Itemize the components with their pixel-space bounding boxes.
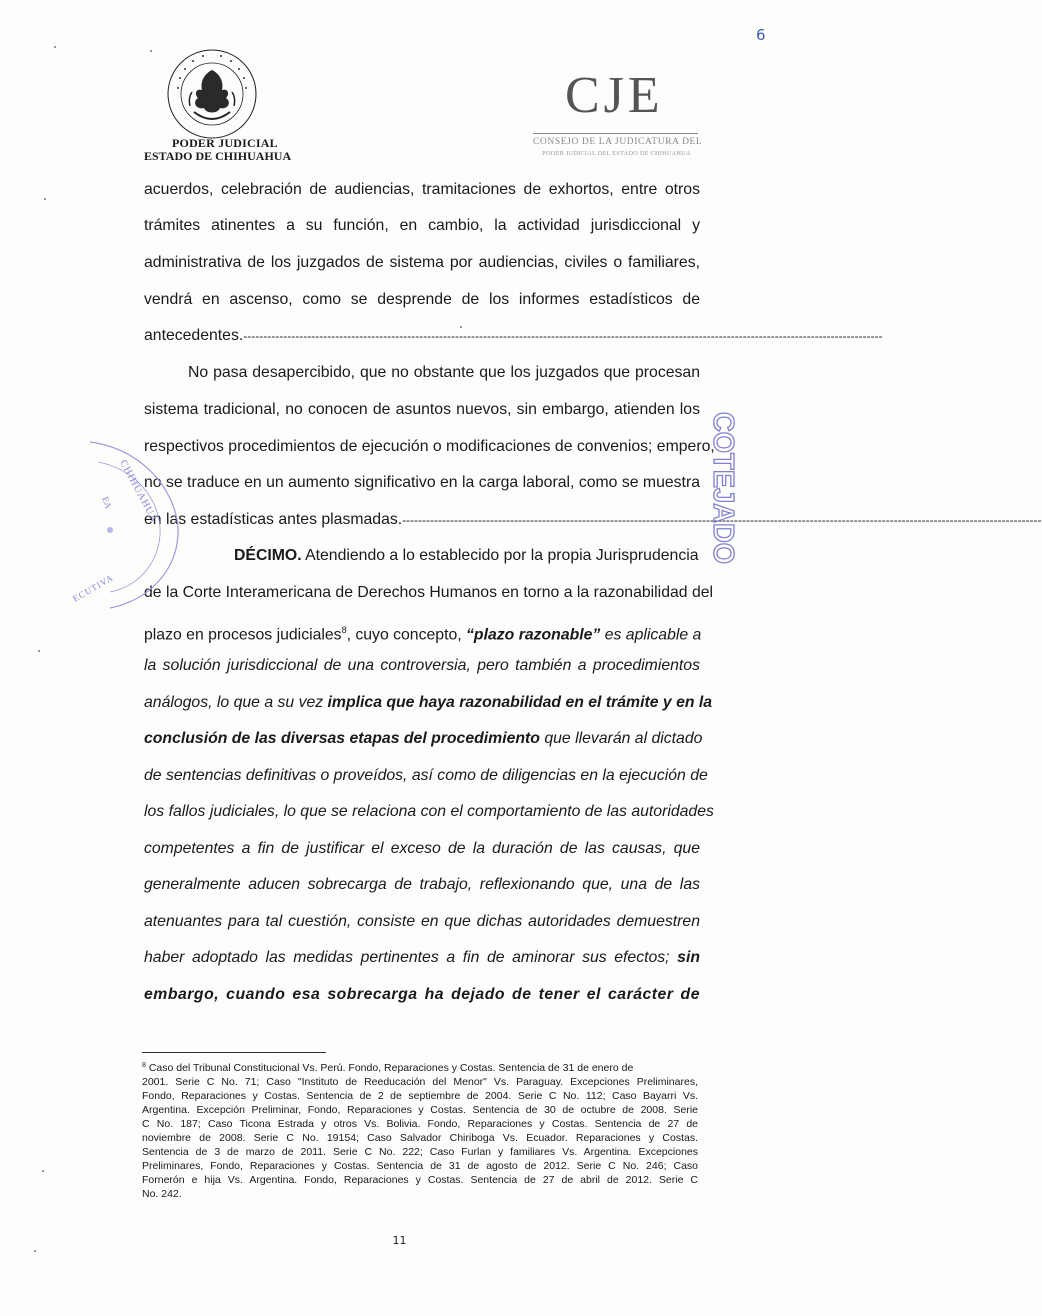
body-line: no se traduce en un aumento significativo en la carga laboral, como se muestra <box>144 474 700 491</box>
body-line-last <box>144 326 883 346</box>
body-line: embargo, cuando esa sobrecarga ha dejado de tener el carácter de <box>144 986 700 1003</box>
body-line: generalmente aducen sobrecarga de trabajo, reflexionando que, una de las <box>144 876 700 893</box>
body-text: en las estadísticas antes plasmadas. <box>144 511 403 528</box>
body-line: vendrá en ascenso, como se desprende de los informes estadísticos de <box>144 291 700 308</box>
emphasis: “plazo razonable” <box>466 626 601 644</box>
body-line: competentes a fin de justificar el exceso de la duración de las causas, que <box>144 840 700 857</box>
body-text: plazo en procesos judiciales <box>144 626 342 644</box>
body-line: de la Corte Interamericana de Derechos Humanos en torno a la razonabilidad del <box>144 584 714 601</box>
emphasis: conclusión de las diversas etapas del procedimiento <box>144 730 540 747</box>
emphasis: sin <box>677 949 700 966</box>
body-line: trámites atinentes a su función, en cambio, la actividad jurisdiccional y <box>144 217 700 234</box>
logo-subtitle-line1: CONSEJO DE LA JUDICATURA DEL <box>533 137 703 147</box>
scan-speck <box>44 198 46 200</box>
body-line <box>144 620 700 645</box>
body-text: es aplicable a <box>600 626 702 644</box>
round-stamp-text: ECUTIVA <box>71 572 116 604</box>
coat-of-arms-seal <box>166 48 258 140</box>
footnote-line: 2001. Serie C No. 71; Caso "Instituto de Reeducación del Menor" Vs. Paraguay. Excepciones Preliminares, <box>142 1076 698 1088</box>
footnote-marker: 8 <box>142 1062 146 1069</box>
body-line: la solución jurisdiccional de una controversia, pero también a procedimientos <box>144 657 700 674</box>
body-line: No pasa desapercibido, que no obstante que los juzgados que procesan <box>188 364 700 381</box>
official-round-stamp <box>71 440 190 610</box>
footnote-line: Sentencia de 3 de marzo de 2011. Serie C No. 222; Caso Furlan y familiares Vs. Argentina. Excepciones <box>142 1146 698 1158</box>
body-line: sistema tradicional, no conocen de asuntos nuevos, sin embargo, atienden los <box>144 401 700 418</box>
dash-filler: ---------------------------------------------------------------------------------------------------------------------------------------------------------------- <box>243 329 883 343</box>
scan-speck <box>42 1170 44 1172</box>
body-line <box>144 729 703 749</box>
scan-speck <box>460 326 462 328</box>
page-mark: 6 <box>756 26 766 44</box>
body-line: de sentencias definitivas o proveídos, así como de diligencias en la ejecución de <box>144 767 708 784</box>
body-text: que llevarán al dictado <box>539 730 703 747</box>
page-number: 11 <box>392 1234 407 1247</box>
footnote-line: Fornerón e hija Vs. Argentina. Fondo, Reparaciones y Costas. Sentencia de 27 de abril de 2012. Serie C <box>142 1174 698 1186</box>
footnote-line <box>142 1062 698 1075</box>
footnote-divider <box>142 1052 326 1053</box>
dash-filler: ---------------------------------------------------------------------------------------------------------------------------------------------------------------- <box>402 513 1042 527</box>
scan-speck <box>38 650 40 652</box>
section-heading: DÉCIMO. <box>234 547 302 564</box>
footnote-line: C No. 187; Caso Ticona Estrada y otros Vs. Bolivia. Fondo, Reparaciones y Costas. Sentencia de 27 de <box>142 1118 698 1130</box>
scan-speck <box>54 46 56 48</box>
body-text: antecedentes. <box>144 327 244 344</box>
scan-speck <box>34 1250 36 1252</box>
body-line-last <box>144 510 1042 530</box>
body-text: Atendiendo a lo establecido por la propia Jurisprudencia <box>301 547 699 564</box>
body-line: acuerdos, celebración de audiencias, tramitaciones de exhortos, entre otros <box>144 181 700 198</box>
logo-divider <box>533 133 698 134</box>
body-line: administrativa de los juzgados de sistema por audiencias, civiles o familiares, <box>144 254 700 271</box>
body-line: atenuantes para tal cuestión, consiste en que dichas autoridades demuestren <box>144 913 700 930</box>
cotejado-stamp-text: COTEJADO <box>707 412 739 574</box>
emphasis: implica que haya razonabilidad en el trámite y en la <box>327 694 713 711</box>
footnote-ref: 8 <box>341 625 347 635</box>
cotejado-stamp <box>702 408 742 574</box>
footnote-line: Preliminares, Fondo, Reparaciones y Costas. Sentencia de 31 de agosto de 2012. Serie C No. 246; Caso <box>142 1160 698 1172</box>
body-line-heading <box>234 546 700 566</box>
body-line <box>144 693 713 713</box>
footnote-line: Fondo, Reparaciones y Costas. Sentencia de 2 de septiembre de 2004. Serie C No. 112; Caso Bayarri Vs. <box>142 1090 698 1102</box>
org-name-line1: PODER JUDICIAL <box>172 136 278 150</box>
cje-logo: CJE <box>565 67 664 124</box>
body-line: respectivos procedimientos de ejecución o modificaciones de convenios; empero, <box>144 438 715 455</box>
round-stamp-text: CHIHUAHUA <box>117 458 160 525</box>
body-line: los fallos judiciales, lo que se relaciona con el comportamiento de las autoridades <box>144 803 714 820</box>
footnote-text: Caso del Tribunal Constitucional Vs. Perú. Fondo, Reparaciones y Costas. Sentencia de 31 de enero de <box>145 1062 634 1074</box>
body-text: haber adoptado las medidas pertinentes a fin de aminorar sus efectos; <box>144 949 678 966</box>
footnote-line: noviembre de 2008. Serie C No. 19154; Caso Salvador Chiriboga Vs. Ecuador. Reparaciones y Costas. <box>142 1132 698 1144</box>
body-line <box>144 948 700 968</box>
body-text: , cuyo concepto, <box>346 626 467 644</box>
footnote-line: No. 242. <box>142 1188 182 1200</box>
scan-speck <box>150 50 152 52</box>
body-text: análogos, lo que a su vez <box>144 694 328 711</box>
org-name-line2: ESTADO DE CHIHUAHUA <box>144 149 292 163</box>
round-stamp-text: EA <box>100 495 114 510</box>
footnote-line: Argentina. Excepción Preliminar, Fondo, Reparaciones y Costas. Sentencia de 30 de octubre de 2008. Serie <box>142 1104 698 1116</box>
logo-subtitle-line2: PODER JUDICIAL DEL ESTADO DE CHIHUAHUA <box>542 150 691 157</box>
